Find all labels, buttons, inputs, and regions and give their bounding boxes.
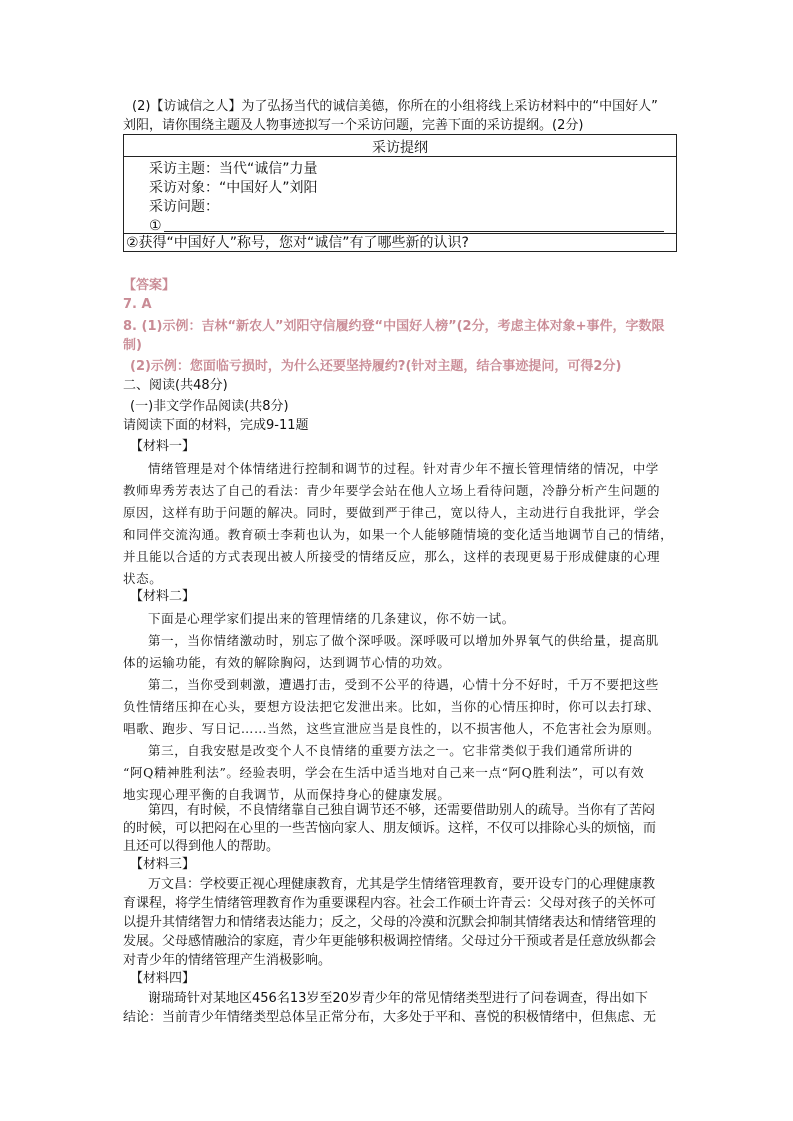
material-2-line: 下面是心理学家们提出来的管理情绪的几条建议，你不妨一试。 — [148, 611, 515, 626]
material-2-line: 第一，当你情绪激动时，别忘了做个深呼吸。深呼吸可以增加外界氧气的供给量，提高肌 — [148, 633, 659, 648]
material-2-line: “阿Q精神胜利法”。经验表明，学会在生活中适当地对自己来一点“阿Q胜利法”，可以有效 — [123, 765, 645, 780]
material-1-line: 状态。 — [123, 571, 163, 586]
outline-item-1: ① — [149, 218, 162, 234]
outline-target: 采访对象：“中国好人”刘阳 — [149, 180, 318, 196]
material-4-line: 结论：当前青少年情绪类型总体呈正常分布，大多处于平和、喜悦的积极情绪中，但焦虑、无 — [123, 1010, 657, 1025]
answer-heading: 【答案】 — [123, 278, 176, 293]
material-2-line: 地实现心理平衡的自我调节，从而保持身心的健康发展。 — [123, 787, 451, 802]
material-3-line: 万文昌：学校要正视心理健康教育，尤其是学生情绪管理教育，要开设专门的心理健康教 — [148, 877, 656, 892]
answer-q7: 7. A — [123, 297, 152, 312]
material-3-line: 以提升其情绪智力和情绪表达能力；反之，父母的冷漠和沉默会抑制其情绪表达和情绪管理的 — [123, 915, 657, 930]
material-3-label: 【材料三】 — [130, 857, 196, 872]
answer-q8-1a: 8. (1)示例：吉林“新农人”刘阳守信履约登“中国好人榜”(2分，考虑主体对象+事件，字数限 — [123, 319, 665, 334]
material-1-label: 【材料一】 — [130, 439, 196, 454]
material-2-label: 【材料二】 — [130, 589, 196, 604]
material-2-line: 第二，当你受到刺激，遭遇打击，受到不公平的待遇，心情十分不好时，千万不要把这些 — [148, 677, 659, 692]
material-1-line: 教师卑秀芳表达了自己的看法：青少年要学会站在他人立场上看待问题，冷静分析产生问题的 — [123, 483, 661, 498]
outline-title: 采访提纲 — [372, 140, 428, 156]
section-instruction: 请阅读下面的材料，完成9-11题 — [123, 418, 309, 433]
outline-topic: 采访主题：当代“诚信”力量 — [149, 161, 318, 177]
answer-q8-2: (2)示例：您面临亏损时，为什么还要坚持履约?(针对主题，结合事迹提问，可得2分) — [130, 359, 622, 374]
material-2-line: 的时候，可以把闷在心里的一些苦恼向家人、朋友倾诉。这样，不仅可以排除心头的烦恼，而 — [123, 821, 657, 836]
material-3-line: 发展。父母感情融洽的家庭，青少年更能够积极调控情绪。父母过分干预或者是任意放纵都会 — [123, 934, 657, 949]
material-2-line: 第四，有时候，不良情绪靠自己独自调节还不够，还需要借助别人的疏导。当你有了苦闷 — [148, 803, 656, 818]
material-1-line: 和同伴交流沟通。教育硕士李莉也认为，如果一个人能够随情境的变化适当地调节自己的情绪， — [123, 527, 674, 542]
answer-blank-line — [164, 231, 664, 232]
material-2-line: 第三，自我安慰是改变个人不良情绪的重要方法之一。它非常类似于我们通常所讲的 — [148, 743, 633, 758]
interview-outline-table — [123, 134, 677, 252]
material-1-line: 情绪管理是对个体情绪进行控制和调节的过程。针对青少年不擅长管理情绪的情况，中学 — [148, 461, 659, 476]
q8-part2-line1: (2)【访诚信之人】为了弘扬当代的诚信美德，你所在的小组将线上采访材料中的“中国好人” — [132, 99, 658, 114]
section-heading: 二、阅读(共48分) — [123, 378, 228, 393]
material-4-line: 谢瑞琦针对某地区456名13岁至20岁青少年的常见情绪类型进行了问卷调查，得出如下 — [148, 991, 648, 1006]
answer-q8-1b: 制) — [123, 338, 142, 353]
material-2-line: 负性情绪压抑在心头，要想方设法把它发泄出来。比如，当你的心情压抑时，你可以去打球、 — [123, 699, 661, 714]
outline-title-row — [124, 135, 676, 157]
material-3-line: 对青少年的情绪管理产生消极影响。 — [123, 953, 332, 968]
material-4-label: 【材料四】 — [130, 971, 196, 986]
material-2-line: 体的运输功能，有效的解除胸闷，达到调节心情的功效。 — [123, 655, 451, 670]
material-3-line: 育课程，将学生情绪管理教育作为重要课程内容。社会工作硕士许青云：父母对孩子的关怀可 — [123, 896, 657, 911]
outline-question-label: 采访问题： — [149, 199, 219, 215]
material-2-line: 且还可以得到他人的帮助。 — [123, 839, 280, 854]
section-subheading: (一)非文学作品阅读(共8分) — [130, 399, 289, 414]
q8-part2-line2: 刘阳，请你围绕主题及人物事迹拟写一个采访问题，完善下面的采访提纲。(2分) — [123, 118, 584, 133]
material-1-line: 并且能以合适的方式表现出被人所接受的情绪反应，那么，这样的表现更易于形成健康的心理 — [123, 549, 661, 564]
outline-item-2: ②获得“中国好人”称号，您对“诚信”有了哪些新的认识? — [126, 235, 469, 251]
material-2-line: 唱歌、跑步、写日记……当然，这些宣泄应当是良性的，以不损害他人，不危害社会为原则。 — [123, 721, 661, 736]
material-1-line: 原因，这样有助于问题的解决。同时，要做到严于律己，宽以待人，主动进行自我批评，学会 — [123, 505, 661, 520]
